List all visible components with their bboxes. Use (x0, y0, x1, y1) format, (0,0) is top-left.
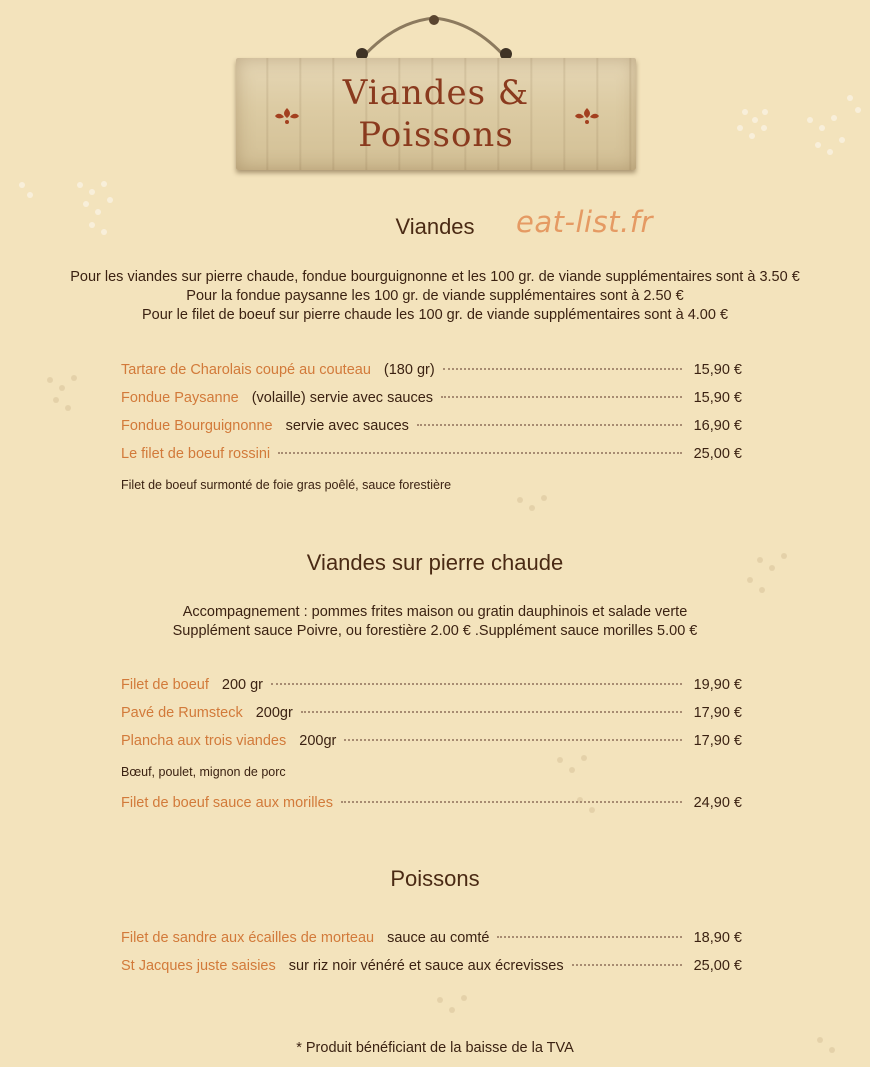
item-name: Plancha aux trois viandes (121, 733, 287, 749)
dot-leader (278, 452, 681, 454)
header-sign (234, 14, 638, 172)
menu-list-poissons (121, 930, 742, 986)
dot-leader (572, 964, 682, 966)
item-price: 25,00 € (693, 446, 742, 462)
item-price: 15,90 € (693, 390, 742, 406)
menu-list-viandes (121, 362, 742, 496)
item-name: Fondue Bourguignonne (121, 418, 273, 434)
dot-leader (341, 801, 682, 803)
item-note: Filet de boeuf surmonté de foie gras poêlé, sauce forestière (121, 478, 452, 492)
info-line: Pour les viandes sur pierre chaude, fondue bourguignonne et les 100 gr. de viande supplémentaires sont à 3.50 € (70, 269, 800, 285)
item-name: Fondue Paysanne (121, 390, 239, 406)
item-name: Pavé de Rumsteck (121, 705, 243, 721)
menu-item (121, 705, 742, 733)
sign-title-line1: Viandes & (342, 73, 530, 113)
dot-leader (441, 396, 682, 398)
dot-leader (301, 711, 682, 713)
dot-leader (344, 739, 681, 741)
item-price: 24,90 € (693, 795, 742, 811)
dot-leader (443, 368, 682, 370)
menu-item (121, 733, 742, 761)
menu-item (121, 390, 742, 418)
item-detail: servie avec sauces (285, 418, 409, 434)
item-price: 16,90 € (693, 418, 742, 434)
sign-title-line2: Poissons (358, 115, 514, 155)
item-detail: 200 gr (221, 677, 263, 693)
item-name: Filet de boeuf sauce aux morilles (121, 795, 333, 811)
item-name: Filet de sandre aux écailles de morteau (121, 930, 375, 946)
item-detail: sur riz noir vénéré et sauce aux écrevisses (288, 958, 564, 974)
item-price: 25,00 € (693, 958, 742, 974)
item-price: 15,90 € (693, 362, 742, 378)
info-line: Pour la fondue paysanne les 100 gr. de viande supplémentaires sont à 2.50 € (186, 288, 684, 304)
item-note: Bœuf, poulet, mignon de porc (121, 765, 286, 779)
dot-leader (497, 936, 681, 938)
sign-title (236, 72, 636, 156)
menu-item (121, 418, 742, 446)
item-detail: (volaille) servie avec sauces (251, 390, 434, 406)
item-price: 18,90 € (693, 930, 742, 946)
item-name: Tartare de Charolais coupé au couteau (121, 362, 371, 378)
menu-item (121, 446, 742, 474)
item-price: 17,90 € (693, 705, 742, 721)
menu-item (121, 795, 742, 823)
item-price: 19,90 € (693, 677, 742, 693)
item-price: 17,90 € (693, 733, 742, 749)
menu-item (121, 677, 742, 705)
section-title-viandes: Viandes (395, 214, 475, 239)
item-detail: 200gr (299, 733, 337, 749)
footer-note: * Produit bénéficiant de la baisse de la TVA (296, 1040, 574, 1056)
info-line: Supplément sauce Poivre, ou forestière 2.00 € .Supplément sauce morilles 5.00 € (172, 623, 698, 639)
dot-leader (417, 424, 682, 426)
item-name: Filet de boeuf (121, 677, 209, 693)
section-title-pierre: Viandes sur pierre chaude (306, 550, 564, 575)
item-detail: (180 gr) (383, 362, 435, 378)
menu-item (121, 362, 742, 390)
menu-item (121, 958, 742, 986)
sign-board (236, 58, 636, 170)
info-line: Accompagnement : pommes frites maison ou gratin dauphinois et salade verte (182, 604, 688, 620)
item-name: St Jacques juste saisies (121, 958, 276, 974)
item-name: Le filet de boeuf rossini (121, 446, 271, 462)
dot-leader (271, 683, 682, 685)
item-detail: sauce au comté (387, 930, 490, 946)
info-line: Pour le filet de boeuf sur pierre chaude les 100 gr. de viande supplémentaires sont à 4.00 € (141, 307, 729, 323)
menu-item (121, 930, 742, 958)
item-detail: 200gr (255, 705, 293, 721)
menu-list-pierre (121, 677, 742, 823)
section-title-poissons: Poissons (390, 866, 480, 891)
watermark: eat-list.fr (516, 205, 653, 239)
